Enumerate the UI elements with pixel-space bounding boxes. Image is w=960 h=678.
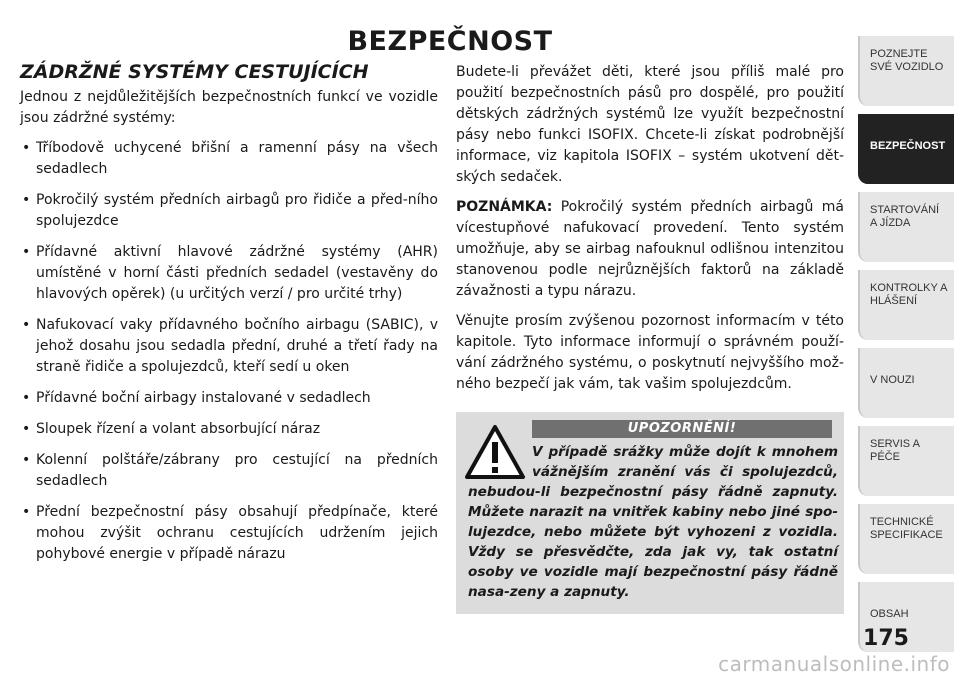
note-text: Pokročilý systém předních airbagů má vícestupňové nafukovací provedení. Tento systém umožňuje, aby se airbag nafouknul odlišnou intenzitou stanovenou podle nejrůznějších faktorů na základě závažnosti a typu nárazu. [456, 199, 844, 299]
list-item: • Přídavné boční airbagy instalované v sedadlech [20, 388, 438, 409]
bullet-icon: • [22, 421, 31, 437]
child-restraint-paragraph: Budete-li převážet děti, které jsou příliš malé pro použití bezpečnostních pásů pro dospělé, pro použití dětských zádržných systémů lze využít bezpečnostní pásy nebo funkci ISOFIX. Chcete-li získat podrobnější informace, viz kapitola ISOFIX – systém ukotvení dět-ských sedaček. [456, 64, 844, 185]
attention-paragraph: Věnujte prosím zvýšenou pozornost informacím v této kapitole. Tyto informace informují o správném použí-vání zádržného systému, o poskytnutí nejvyššího mož-ného bezpečí jak vám, tak vašim spolujezdcům. [456, 313, 844, 392]
list-item: • Tříbodově uchycené břišní a ramenní pásy na všech sedadlech [22, 140, 438, 177]
bullet-icon: • [22, 504, 31, 520]
list-item: • Přední bezpečnostní pásy obsahují předpínače, které mohou zvýšit ochranu cestujících udržením jejich pohybové energie v případě nárazu [22, 504, 438, 562]
note-label: POZNÁMKA: [456, 199, 553, 215]
bullet-icon: • [22, 244, 31, 260]
section-heading: ZÁDRŽNÉ SYSTÉMY CESTUJÍCÍCH [20, 61, 369, 83]
tab-v-nouzi[interactable]: V NOUZI [858, 348, 954, 418]
tab-bezpecnost[interactable]: BEZPEČNOST [858, 114, 954, 184]
warning-box [456, 412, 844, 614]
bullet-icon: • [22, 452, 31, 468]
restraint-systems-list [20, 138, 438, 565]
tab-poznejte-sve-vozidlo[interactable]: POZNEJTE SVÉ VOZIDLO [858, 36, 954, 106]
warning-label: UPOZORNĚNÍ! [532, 420, 832, 438]
left-column [20, 62, 438, 575]
tab-servis-a-pece[interactable]: SERVIS A PÉČE [858, 426, 954, 496]
tab-obsah[interactable]: OBSAH [858, 582, 954, 652]
bullet-icon: • [22, 192, 31, 208]
intro-paragraph: Jednou z nejdůležitějších bezpečnostních funkcí ve vozidle jsou zádržné systémy: [20, 89, 438, 126]
watermark: carmanualsonline.info [718, 652, 950, 676]
tab-technicke-specifikace[interactable]: TECHNICKÉ SPECIFIKACE [858, 504, 954, 574]
list-item: • Pokročilý systém předních airbagů pro řidiče a před-ního spolujezdce [22, 192, 438, 229]
right-column [456, 62, 844, 404]
chapter-tabs [858, 36, 954, 660]
tab-startovani-a-jizda[interactable]: STARTOVÁNÍ A JÍZDA [858, 192, 954, 262]
warning-text: V případě srážky může dojít k mnohem vážnějším zranění vás či spolujezdců, nebudou-li bezpečnostní pásy řádně zapnuty. Můžete narazit na vnitřek kabiny nebo jiné spo-lujezdce, nebo můžete být vyhozeni z vozidla. Vždy se přesvědčte, zda jak vy, tak ostatní osoby ve vozidle mají bezpečnostní pásy řádně nasa-zeny a zapnuty. [468, 444, 838, 600]
page-title: BEZPEČNOST [347, 26, 553, 57]
note-paragraph [456, 197, 844, 302]
bullet-icon: • [22, 317, 31, 333]
tab-kontrolky-a-hlaseni[interactable]: KONTROLKY A HLÁŠENÍ [858, 270, 954, 340]
list-item: • Sloupek řízení a volant absorbující náraz [20, 419, 438, 440]
bullet-icon: • [22, 140, 31, 156]
page-number: 175 [863, 626, 909, 651]
list-item: • Kolenní polštáře/zábrany pro cestující na předních sedadlech [22, 452, 438, 489]
list-item: • Přídavné aktivní hlavové zádržné systémy (AHR) umístěné v horní části předních sedadel (vestavěny do hlavových opěrek) (u určitých verzí / pro určité trhy) [22, 244, 438, 302]
list-item: • Nafukovací vaky přídavného bočního airbagu (SABIC), v jehož dosahu jsou sedadla přední, druhé a třetí řady na straně řidiče a spolujezdců, kteří sedí u oken [22, 317, 438, 375]
bullet-icon: • [22, 390, 31, 406]
